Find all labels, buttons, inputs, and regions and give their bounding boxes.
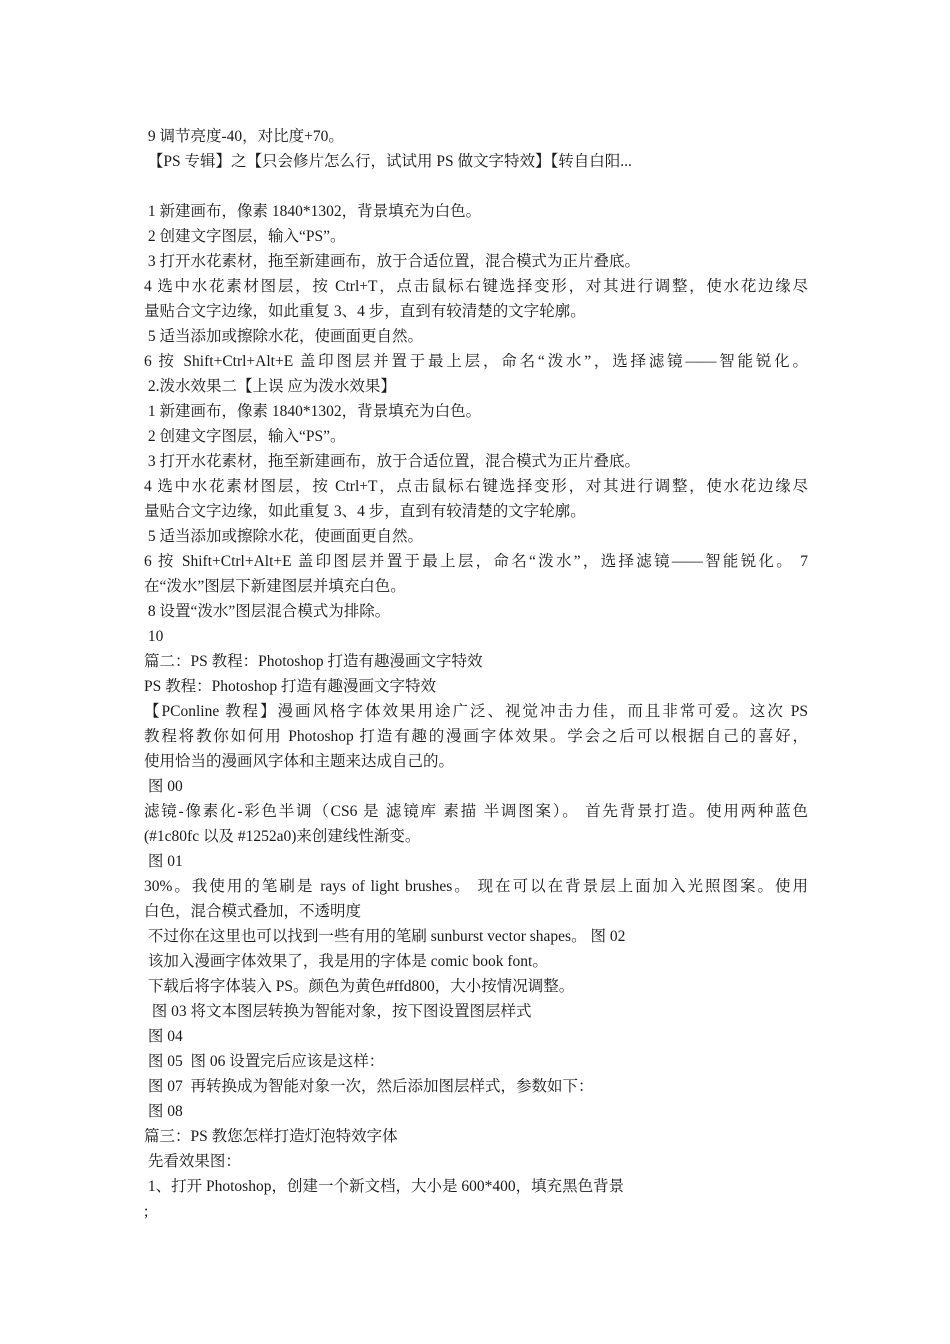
text-line: 1、打开 Photoshop，创建一个新文档，大小是 600*400，填充黑色背景 (144, 1178, 625, 1195)
text-line: ; (144, 1203, 149, 1220)
text-line: 量贴合文字边缘，如此重复 3、4 步，直到有较清楚的文字轮廓。 (144, 503, 586, 520)
text-line: 图 03 将文本图层转换为智能对象，按下图设置图层样式 (144, 1003, 532, 1020)
text-line: 量贴合文字边缘，如此重复 3、4 步，直到有较清楚的文字轮廓。 (144, 303, 586, 320)
text-line: 3 打开水花素材，拖至新建画布，放于合适位置，混合模式为正片叠底。 (144, 453, 641, 470)
text-line: 教程将教你如何用 Photoshop 打造有趣的漫画字体效果。学会之后可以根据自己的喜好， (144, 728, 808, 745)
text-line: 1 新建画布，像素 1840*1302，背景填充为白色。 (144, 403, 482, 420)
figure-label: 图 08 (144, 1103, 183, 1120)
text-line: 白色，混合模式叠加，不透明度 (144, 903, 362, 920)
blank-line (144, 174, 808, 199)
text-line: 【PS 专辑】之【只会修片怎么行，试试用 PS 做文字特效】【转自白阳... (144, 153, 632, 170)
text-line: 5 适当添加或擦除水花，使画面更自然。 (144, 328, 424, 345)
text-line: 5 适当添加或擦除水花，使画面更自然。 (144, 528, 424, 545)
text-line: 下载后将字体装入 PS。颜色为黄色#ffd800，大小按情况调整。 (144, 978, 575, 995)
figure-label: 图 00 (144, 778, 183, 795)
text-line: 1 新建画布，像素 1840*1302，背景填充为白色。 (144, 203, 482, 220)
text-line: 3 打开水花素材，拖至新建画布，放于合适位置，混合模式为正片叠底。 (144, 253, 641, 270)
text-line: 2.泼水效果二【上误 应为泼水效果】 (144, 378, 396, 395)
text-line: 在“泼水”图层下新建图层并填充白色。 (144, 578, 406, 595)
text-line: 该加入漫画字体效果了，我是用的字体是 comic book font。 (144, 953, 548, 970)
text-line: 2 创建文字图层，输入“PS”。 (144, 428, 346, 445)
text-line: 先看效果图： (144, 1153, 241, 1170)
section-heading: 篇二：PS 教程：Photoshop 打造有趣漫画文字特效 (144, 653, 483, 670)
text-line: 图 05 图 06 设置完后应该是这样： (144, 1053, 385, 1070)
text-line: 【PConline 教程】漫画风格字体效果用途广泛、视觉冲击力佳，而且非常可爱。这次 PS (144, 703, 808, 720)
text-line: 6 按 Shift+Ctrl+Alt+E 盖印图层并置于最上层，命名“泼水”，选择滤镜——智能锐化。 (144, 353, 808, 370)
text-line: 8 设置“泼水”图层混合模式为排除。 (144, 603, 391, 620)
text-line: 4 选中水花素材图层，按 Ctrl+T，点击鼠标右键选择变形，对其进行调整，使水花边缘尽 (144, 278, 808, 295)
text-line: (#1c80fc 以及 #1252a0)来创建线性渐变。 (144, 828, 421, 845)
text-line: 使用恰当的漫画风字体和主题来达成自己的。 (144, 753, 455, 770)
text-line: 6 按 Shift+Ctrl+Alt+E 盖印图层并置于最上层，命名“泼水”，选择滤镜——智能锐化。 7 (144, 553, 808, 570)
figure-label: 图 04 (144, 1028, 183, 1045)
article-title: PS 教程：Photoshop 打造有趣漫画文字特效 (144, 678, 436, 695)
text-line: 2 创建文字图层，输入“PS”。 (144, 228, 346, 245)
document-body (144, 124, 808, 1224)
text-line: 4 选中水花素材图层，按 Ctrl+T，点击鼠标右键选择变形，对其进行调整，使水花边缘尽 (144, 478, 808, 495)
text-line: 30%。我使用的笔刷是 rays of light brushes。 现在可以在背景层上面加入光照图案。使用 (144, 878, 808, 895)
text-line: 不过你在这里也可以找到一些有用的笔刷 sunburst vector shapes。 图 02 (144, 928, 626, 945)
text-line: 滤镜-像素化-彩色半调（CS6 是 滤镜库 素描 半调图案）。 首先背景打造。使用两种蓝色 (144, 803, 808, 820)
figure-label: 图 01 (144, 853, 183, 870)
section-heading: 篇三：PS 教您怎样打造灯泡特效字体 (144, 1128, 398, 1145)
text-line: 图 07 再转换成为智能对象一次，然后添加图层样式，参数如下： (144, 1078, 594, 1095)
text-line: 9 调节亮度-40，对比度+70。 (144, 128, 344, 145)
text-line: 10 (144, 628, 164, 645)
